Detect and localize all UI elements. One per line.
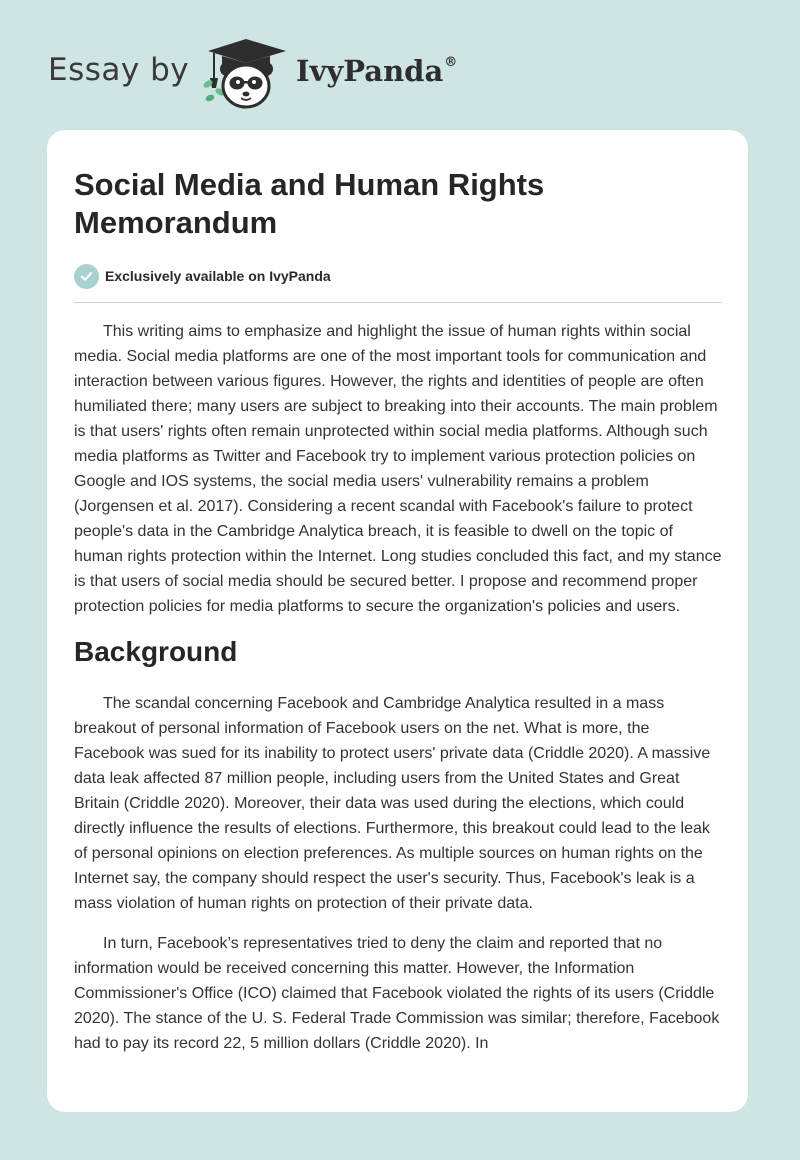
- badge-text: Exclusively available on IvyPanda: [105, 268, 331, 284]
- section-heading-background: Background: [74, 636, 238, 667]
- brand-name-text: IvyPanda: [296, 54, 444, 88]
- page-title: Social Media and Human Rights Memorandum: [74, 167, 545, 240]
- exclusive-badge: [74, 263, 331, 289]
- check-circle-icon: [74, 264, 99, 289]
- essay-content: [74, 319, 723, 1071]
- body-paragraph: The scandal concerning Facebook and Cambridge Analytica resulted in a mass breakout of personal information of Facebook users on the net. What is more, the Facebook was sued for its inability to protect users' private data (Criddle 2020). A massive data leak affected 87 million people, including users from the United States and Great Britain (Criddle 2020). Moreover, their data was used during the elections, which could directly influence the results of elections. Furthermore, this breakout could lead to the leak of personal opinions on election preferences. As multiple sources on human rights on the Internet say, the company should respect the user's security. Thus, Facebook's leak is a mass violation of human rights on protection of their private data.: [74, 695, 711, 912]
- essay-card: [47, 130, 748, 1112]
- site-header: [0, 0, 800, 120]
- body-paragraph: In turn, Facebook’s representatives tried to deny the claim and reported that no information would be received concerning this matter. However, the Information Commissioner's Office (ICO) claimed that Facebook violated the rights of its users (Criddle 2020). The stance of the U. S. Federal Trade Commission was similar; therefore, Facebook had to pay its record 22, 5 million dollars (Criddle 2020). In: [74, 935, 720, 1052]
- brand-prefix: Essay by: [48, 52, 190, 88]
- brand-name[interactable]: [296, 54, 457, 88]
- panda-graduate-icon[interactable]: [200, 34, 292, 110]
- registered-mark: ®: [444, 55, 458, 71]
- intro-paragraph: This writing aims to emphasize and highlight the issue of human rights within social media. Social media platforms are one of the most important tools for communication and interaction between various figures. However, the rights and identities of people are often humiliated there; many users are subject to breaking into their accounts. The main problem is that users' rights often remain unprotected within social media platforms. Although such media platforms as Twitter and Facebook try to implement various protection policies on Google and IOS systems, the social media users' vulnerability remains a problem (Jorgensen et al. 2017). Considering a recent scandal with Facebook's failure to protect people's data in the Cambridge Analytica breach, it is feasible to dwell on the topic of human rights protection within the Internet. Long studies concluded this fact, and my stance is that users of social media should be secured better. I propose and recommend proper protection policies for media platforms to secure the organization's policies and users.: [74, 323, 722, 615]
- divider: [74, 302, 722, 303]
